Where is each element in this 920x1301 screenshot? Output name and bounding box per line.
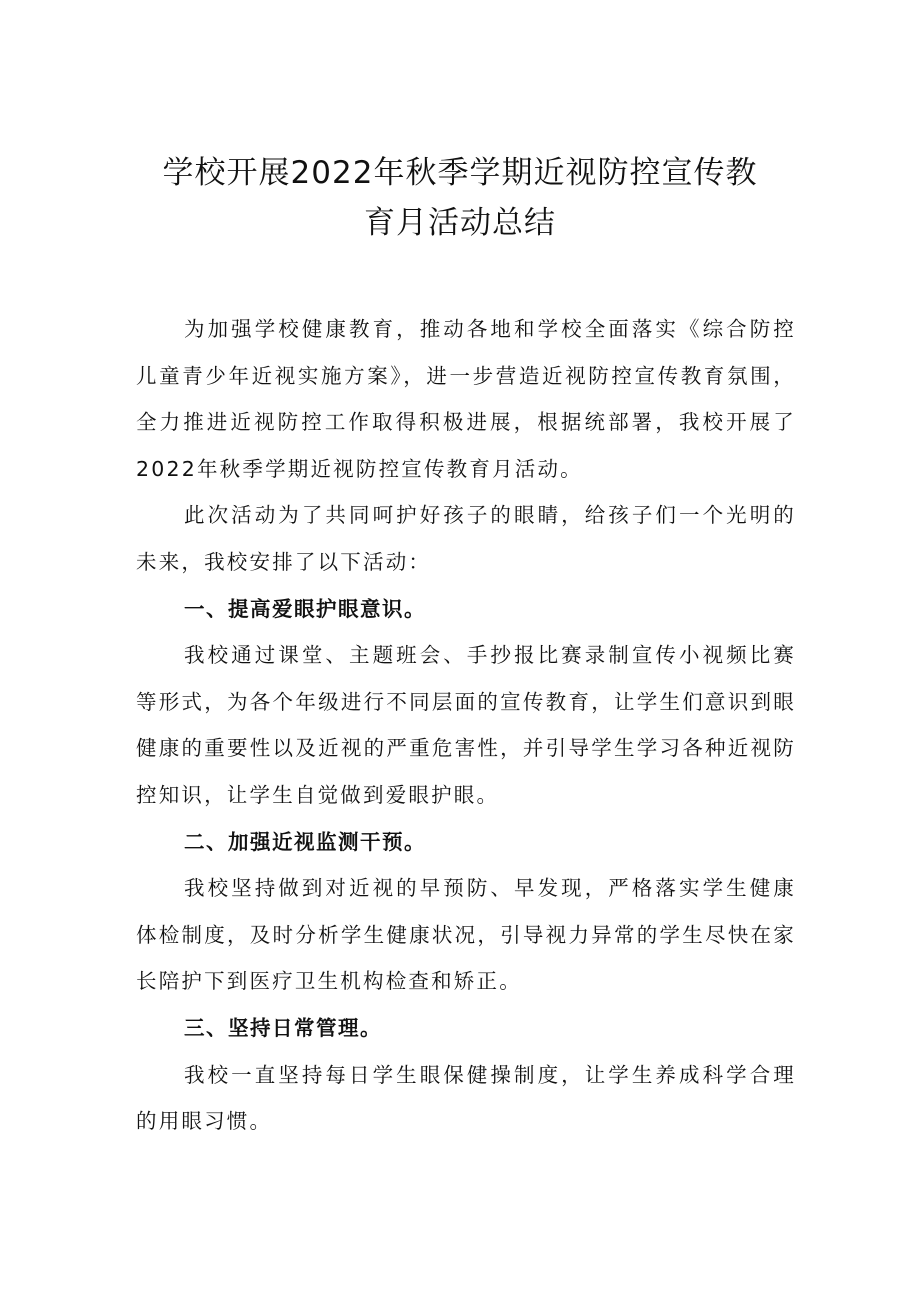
section-heading-3: 三、坚持日常管理。 [184,1015,382,1040]
title-line-2: 育月活动总结 [364,205,556,241]
paragraph-section-3: 我校一直坚持每日学生眼保健操制度，让学生养成科学合理的用眼习惯。 [136,1062,796,1134]
paragraph-activities-overview: 此次活动为了共同呵护好孩子的眼睛，给孩子们一个光明的未来，我校安排了以下活动： [136,503,796,574]
title-line-1: 学校开展2022年秋季学期近视防控宣传教 [162,155,758,191]
paragraph-intro: 为加强学校健康教育，推动各地和学校全面落实《综合防控儿童青少年近视实施方案》，进一步营造近视防控宣传教育氛围，全力推进近视防控工作取得积极进展，根据统部署，我校开展了2022年秋季学期近视防控宣传教育月活动。 [136,317,796,481]
document-body [136,306,796,1145]
section-heading-1: 一、提高爱眼护眼意识。 [184,596,426,621]
document-title [100,148,820,248]
paragraph-section-2: 我校坚持做到对近视的早预防、早发现，严格落实学生健康体检制度，及时分析学生健康状况，引导视力异常的学生尽快在家长陪护下到医疗卫生机构检查和矫正。 [136,876,796,994]
section-heading-2: 二、加强近视监测干预。 [184,829,426,854]
paragraph-section-1: 我校通过课堂、主题班会、手抄报比赛录制宣传小视频比赛等形式，为各个年级进行不同层面的宣传教育，让学生们意识到眼健康的重要性以及近视的严重危害性，并引导学生学习各种近视防控知识，让学生自觉做到爱眼护眼。 [136,643,796,807]
